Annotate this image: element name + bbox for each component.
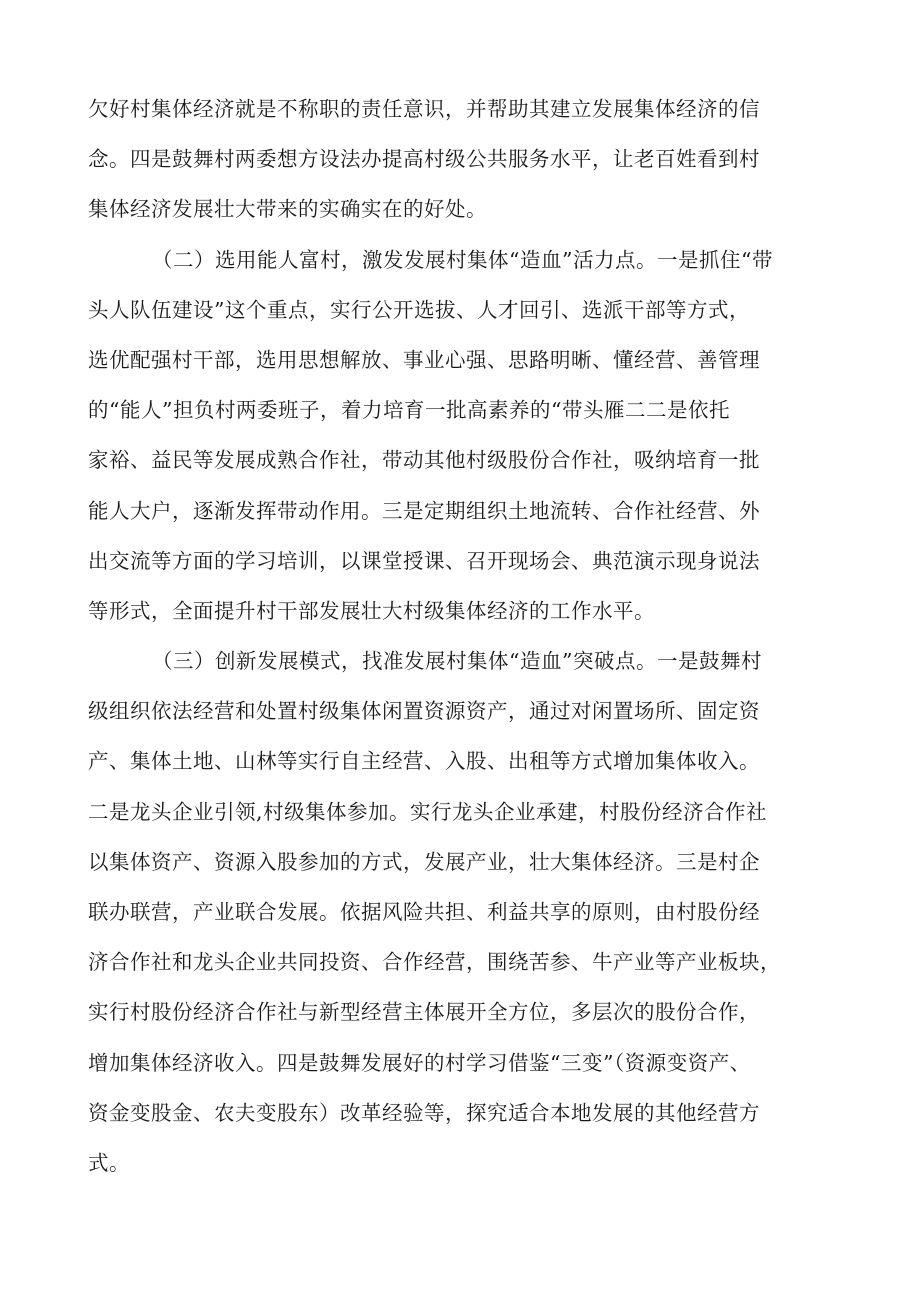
paragraph-section-3 xyxy=(88,642,848,1194)
text-line: 增加集体经济收入。四是鼓舞发展好的村学习借鉴“三变”（资源变资产、 xyxy=(88,1050,751,1075)
text-line: 出交流等方面的学习培训，以课堂授课、召开现场会、典范演示现身说法 xyxy=(88,548,760,573)
text-line: 集体经济发展壮大带来的实确实在的好处。 xyxy=(88,197,487,222)
paragraph-section-2 xyxy=(88,241,848,643)
text-line: 实行村股份经济合作社与新型经营主体展开全方位，多层次的股份合作， xyxy=(88,1000,760,1025)
text-line: 欠好村集体经济就是不称职的责任意识，并帮助其建立发展集体经济的信 xyxy=(88,97,760,121)
text-line: 资金变股金、农夫变股东）改革经验等，探究适合本地发展的其他经营方 xyxy=(88,1100,760,1125)
text-line: 的“能人”担负村两委班子，着力培育一批高素养的“带头雁二二是依托 xyxy=(88,398,730,423)
document-body xyxy=(88,90,848,1194)
text-line: 能人大户，逐渐发挥带动作用。三是定期组织土地流转、合作社经营、外 xyxy=(88,498,760,523)
paragraph-continued xyxy=(88,90,848,241)
text-line: 二是龙头企业引领,村级集体参加。实行龙头企业承建，村股份经济合作社 xyxy=(88,799,768,824)
text-line: 式。 xyxy=(88,1150,130,1175)
text-line: 联办联营，产业联合发展。依据风险共担、利益共享的原则，由村股份经 xyxy=(88,900,760,924)
text-line: 以集体资产、资源入股参加的方式，发展产业，壮大集体经济。三是村企 xyxy=(88,849,760,874)
text-line: 等形式，全面提升村干部发展壮大村级集体经济的工作水平。 xyxy=(88,598,655,623)
text-line-first: （二）选用能人富村，激发发展村集体“造血”活力点。一是抓住“带 xyxy=(152,247,773,272)
text-line: 产、集体土地、山林等实行自主经营、入股、出租等方式增加集体收入。 xyxy=(88,749,760,774)
text-line: 头人队伍建设”这个重点，实行公开选拔、人才回引、选派干部等方式， xyxy=(88,297,750,322)
text-line: 级组织依法经营和处置村级集体闲置资源资产，通过对闲置场所、固定资 xyxy=(88,699,760,724)
text-line: 念。四是鼓舞村两委想方设法办提高村级公共服务水平，让老百姓看到村 xyxy=(88,147,760,172)
text-line: 家裕、益民等发展成熟合作社，带动其他村级股份合作社，吸纳培育一批 xyxy=(88,448,760,473)
text-line: 济合作社和龙头企业共同投资、合作经营，围绕苦参、牛产业等产业板块， xyxy=(88,950,781,975)
text-line: 选优配强村干部，选用思想解放、事业心强、思路明晰、懂经营、善管理 xyxy=(88,347,760,372)
text-line-first: （三）创新发展模式，找准发展村集体“造血”突破点。一是鼓舞村 xyxy=(152,649,762,674)
